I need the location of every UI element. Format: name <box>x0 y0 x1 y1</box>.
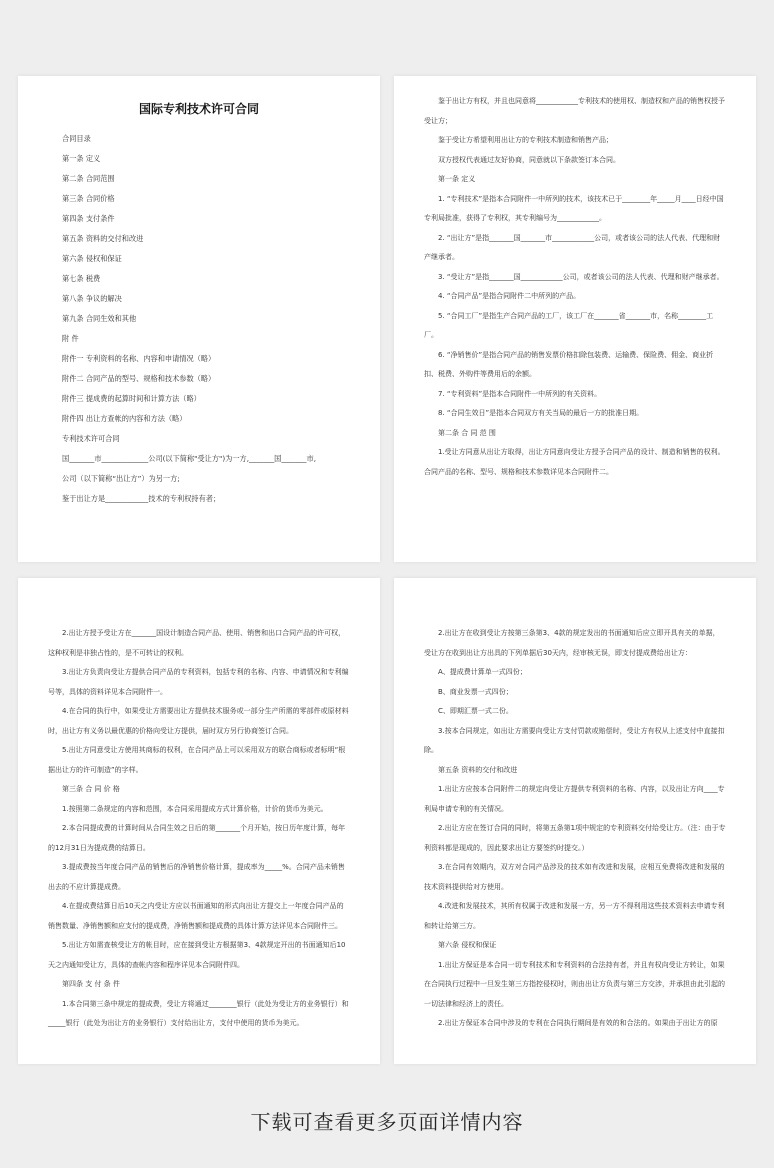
page-2-content <box>394 76 756 482</box>
toc-line: 附件三 提成费的起算时间和计算方法（略） <box>62 394 201 403</box>
contract-paragraph: 第二条 合 同 范 围 <box>438 428 496 437</box>
contract-paragraph: 2.本合同提成费的计算时间从合同生效之日后的第_______个月开始，按日历年度计算，每年的12月31日为提成费的结算日。 <box>48 824 346 852</box>
contract-paragraph: 7. “专利资料”是指本合同附件一中所列的有关资料。 <box>438 389 602 398</box>
contract-paragraph: 3.提成费按当年度合同产品的销售后的净销售价格计算，提成率为_____%。合同产品未销售出去的不应计算提成费。 <box>48 863 345 891</box>
toc-line: 第九条 合同生效和其他 <box>62 314 137 323</box>
toc-line: 合同目录 <box>62 134 91 143</box>
toc-line: 第八条 争议的解决 <box>62 294 122 303</box>
toc-line: 第六条 侵权和保证 <box>62 254 122 263</box>
contract-paragraph: 1.出让方保证是本合同一切专利技术和专利资料的合法持有者，并且有权向受让方转让，如果在合同执行过程中一旦发生第三方指控侵权时，则由出让方负责与第三方交涉，并承担由此引起的一切法律和经济上的责任。 <box>424 960 725 1008</box>
page-3-content <box>18 578 380 1034</box>
contract-paragraph: 2.出让方应在签订合同的同时，将第五条第1项中规定的专利资料交付给受让方。（注：由于专利资料都是现成的，因此要求出让方要签约时提交。） <box>424 824 726 852</box>
toc-line: 公司（以下简称“出让方”）为另一方; <box>62 474 180 483</box>
contract-paragraph: 3.出让方负责向受让方提供合同产品的专利资料，包括专利的名称、内容、申请情况和专利编号等，具体的资料详见本合同附件一。 <box>48 668 349 696</box>
contract-paragraph: 第五条 资料的交付和改进 <box>438 765 518 774</box>
contract-paragraph: 6. “净销售价”是指合同产品的销售发票价格扣除包装费、运输费、保险费、佣金、商业折扣、税费、外购件等费用后的余额。 <box>424 350 714 378</box>
document-page-3 <box>18 578 380 1064</box>
toc-line: 第七条 税费 <box>62 274 101 283</box>
contract-paragraph: 4.改进和发展技术，其所有权属于改进和发展一方，另一方不得利用这些技术资料去申请专利和转让给第三方。 <box>424 902 725 930</box>
contract-paragraph: 鉴于受让方希望利用出让方的专利技术制造和销售产品； <box>438 136 613 144</box>
contract-paragraph: 5.出让方同意受让方使用其商标的权利，在合同产品上可以采用双方的联合商标或者标明“根据出让方的许可制造”的字样。 <box>48 746 346 774</box>
contract-paragraph: 第一条 定义 <box>438 175 476 183</box>
contract-paragraph: 1. “专利技术”是指本合同附件一中所列的技术，该技术已于________年_____月____日经中国专利局批准，获得了专利权，其专利编号为____________。 <box>424 194 724 222</box>
document-page-4 <box>394 578 756 1064</box>
toc-line: 鉴于出让方是____________技术的专利权持有者； <box>62 494 221 503</box>
toc-line: 附件一 专利资料的名称、内容和申请情况（略） <box>62 354 216 363</box>
contract-paragraph: 5.出让方如需查核受让方的帐目时，应在接到受让方根据第3、4款规定开出的书面通知后10天之内通知受让方，具体的查帐内容和程序详见本合同附件四。 <box>48 941 346 969</box>
contract-paragraph: C、即期汇票一式二份。 <box>438 707 513 715</box>
contract-paragraph: 4.在合同的执行中，如果受让方需要出让方提供技术服务或一部分生产所需的零部件或原材料时，出让方有义务以最优惠的价格向受让方提供，届时双方另行协商签订合同。 <box>48 707 349 735</box>
toc-line: 专利技术许可合同 <box>62 434 120 443</box>
contract-paragraph: A、提成费计算单一式四份； <box>438 668 527 676</box>
contract-paragraph: 第六条 侵权和保证 <box>438 941 497 949</box>
toc-line: 第四条 支付条件 <box>62 214 115 223</box>
contract-paragraph: 2.出让方保证本合同中涉及的专利在合同执行期间是有效的和合法的。如果由于出让方的原 <box>438 1019 718 1027</box>
contract-paragraph: 2.出让方在收到受让方按第三条第3、4款的规定发出的书面通知后应立即开具有关的单据，受让方在收到出让方出具的下列单据后30天内，经审核无误，即支付提成费给出让方： <box>424 629 720 657</box>
document-page-2 <box>394 76 756 562</box>
toc-line: 第二条 合同范围 <box>62 174 115 183</box>
toc-line: 附件四 出让方查帐的内容和方法（略） <box>62 414 187 423</box>
contract-paragraph: 8. “合同生效日”是指本合同双方有关当局的最后一方的批准日期。 <box>438 409 644 417</box>
contract-paragraph: 2.出让方授予受让方在_______国设计制造合同产品、使用、销售和出口合同产品的许可权，这种权利是非独占性的，是不可转让的权利。 <box>48 629 346 657</box>
contract-paragraph: 3.在合同有效期内，双方对合同产品涉及的技术如有改进和发展，应相互免费将改进和发展的技术资料提供给对方使用。 <box>424 863 725 891</box>
contract-paragraph: 鉴于出让方有权，并且也同意将____________专利技术的使用权、制造权和产品的销售权授予受让方； <box>424 97 725 125</box>
toc-line: 第五条 资料的交付和改进 <box>62 234 144 243</box>
contract-paragraph: 2. “出让方”是指_______国_______市____________公司，或者该公司的法人代表、代理和财产继承者。 <box>424 233 721 261</box>
contract-paragraph: 1.本合同第三条中规定的提成费，受让方将通过________银行（此处为受让方的业务银行）和_____银行（此处为出让方的业务银行）支付给出让方，支付中使用的货币为美元。 <box>48 999 349 1027</box>
contract-paragraph: 3.按本合同规定，如出让方需要向受让方支付罚款或赔偿时，受让方有权从上述支付中直接扣除。 <box>424 726 725 754</box>
table-of-contents <box>18 129 380 509</box>
page-4-content <box>394 578 756 1034</box>
contract-paragraph: B、商业发票一式四份； <box>438 687 513 696</box>
contract-paragraph: 4.在提成费结算日后10天之内受让方应以书面通知的形式向出让方提交上一年度合同产品的销售数量、净销售额和应支付的提成费，净销售额和提成费的具体计算方法详见本合同附件三。 <box>48 902 344 930</box>
toc-line: 附 件 <box>62 334 79 343</box>
toc-line: 第一条 定义 <box>62 154 101 163</box>
contract-paragraph: 1.出让方应按本合同附件二的规定向受让方提供专利资料的名称、内容，以及出让方向____专利局申请专利的有关情况。 <box>424 785 725 813</box>
contract-paragraph: 1.按照第二条规定的内容和范围，本合同采用提成方式计算价格，计价的货币为美元。 <box>62 804 328 813</box>
download-more-caption[interactable]: 下载可查看更多页面详情内容 <box>250 1110 524 1134</box>
contract-paragraph: 第三条 合 同 价 格 <box>62 785 120 793</box>
document-page-1 <box>18 76 380 562</box>
contract-paragraph: 5. “合同工厂”是指生产合同产品的工厂，该工厂在_______省_______市，名称________工厂。 <box>424 311 714 339</box>
toc-line: 国_______市_____________公司(以下简称"受让方")为一方,_______国_______市, <box>62 454 316 463</box>
toc-line: 第三条 合同价格 <box>62 194 115 203</box>
contract-paragraph: 1.受让方同意从出让方取得，出让方同意向受让方授予合同产品的设计、制造和销售的权利。合同产品的名称、型号、规格和技术参数详见本合同附件二。 <box>424 448 725 476</box>
contract-paragraph: 3. “受让方”是指_______国____________公司，或者该公司的法人代表、代理和财产继承者。 <box>438 272 724 281</box>
toc-line: 附件二 合同产品的型号、规格和技术参数（略） <box>62 374 216 383</box>
contract-paragraph: 双方授权代表通过友好协商，同意就以下条款签订本合同。 <box>438 155 620 164</box>
contract-paragraph: 第四条 支 付 条 件 <box>62 980 120 988</box>
contract-title: 国际专利技术许可合同 <box>138 102 259 116</box>
contract-paragraph: 4. “合同产品”是指合同附件二中所列的产品。 <box>438 292 581 300</box>
